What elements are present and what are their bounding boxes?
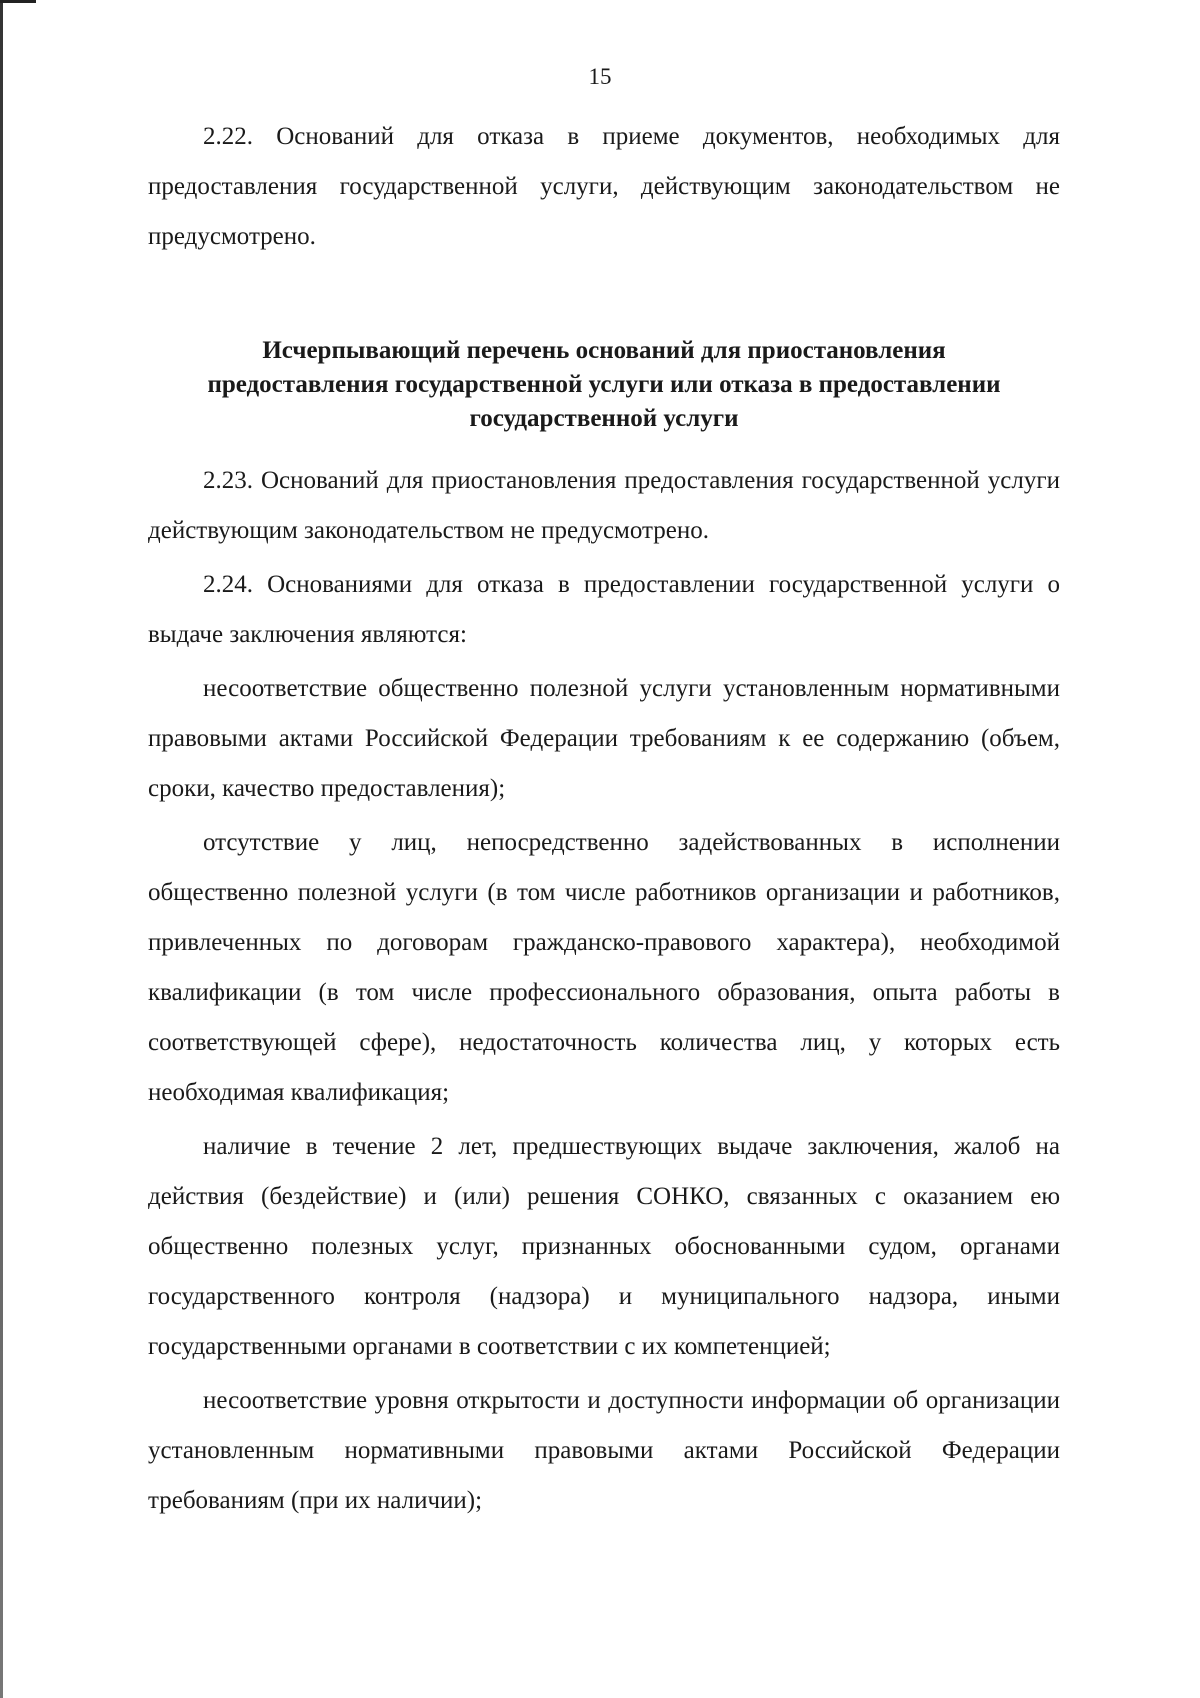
paragraph-2-24: 2.24. Основаниями для отказа в предоставлении государственной услуги о выдаче заключения являются: <box>148 571 1060 648</box>
list-item-content-mismatch: несоответствие общественно полезной услуги установленным нормативными правовыми актами Российской Федерации требованиям к ее содержанию (объем, сроки, качество предоставления); <box>148 675 1060 802</box>
section-heading <box>148 334 1060 436</box>
list-item-complaints: наличие в течение 2 лет, предшествующих выдаче заключения, жалоб на действия (бездействие) и (или) решения СОНКО, связанных с оказанием ею общественно полезных услуг, признанных обоснованными судом, органами государственного контроля (надзора) и муниципального надзора, иными государственными органами в соответствии с их компетенцией; <box>148 1133 1060 1360</box>
page-number: 15 <box>588 64 612 89</box>
list-item-qualification: отсутствие у лиц, непосредственно задействованных в исполнении общественно полезной услуги (в том числе работников организации и работников, привлеченных по договорам гражданско-правового характера), необходимой квалификации (в том числе профессионального образования, опыта работы в соответствующей сфере), недостаточность количества лиц, у которых есть необходимая квалификация; <box>148 829 1060 1106</box>
paragraph-2-23: 2.23. Оснований для приостановления предоставления государственной услуги действующим законодательством не предусмотрено. <box>148 467 1060 544</box>
heading-line-2: предоставления государственной услуги или отказа в предоставлении <box>207 371 1001 398</box>
document-body <box>148 112 1060 1526</box>
scan-left-edge <box>0 0 3 1698</box>
heading-line-1: Исчерпывающий перечень оснований для приостановления <box>262 337 946 364</box>
list-item-openness: несоответствие уровня открытости и доступности информации об организации установленным нормативными правовыми актами Российской Федерации требованиям (при их наличии); <box>148 1387 1060 1514</box>
heading-line-3: государственной услуги <box>469 405 739 432</box>
paragraph-2-22: 2.22. Оснований для отказа в приеме документов, необходимых для предоставления государственной услуги, действующим законодательством не предусмотрено. <box>148 123 1060 250</box>
scan-top-mark <box>0 0 36 3</box>
